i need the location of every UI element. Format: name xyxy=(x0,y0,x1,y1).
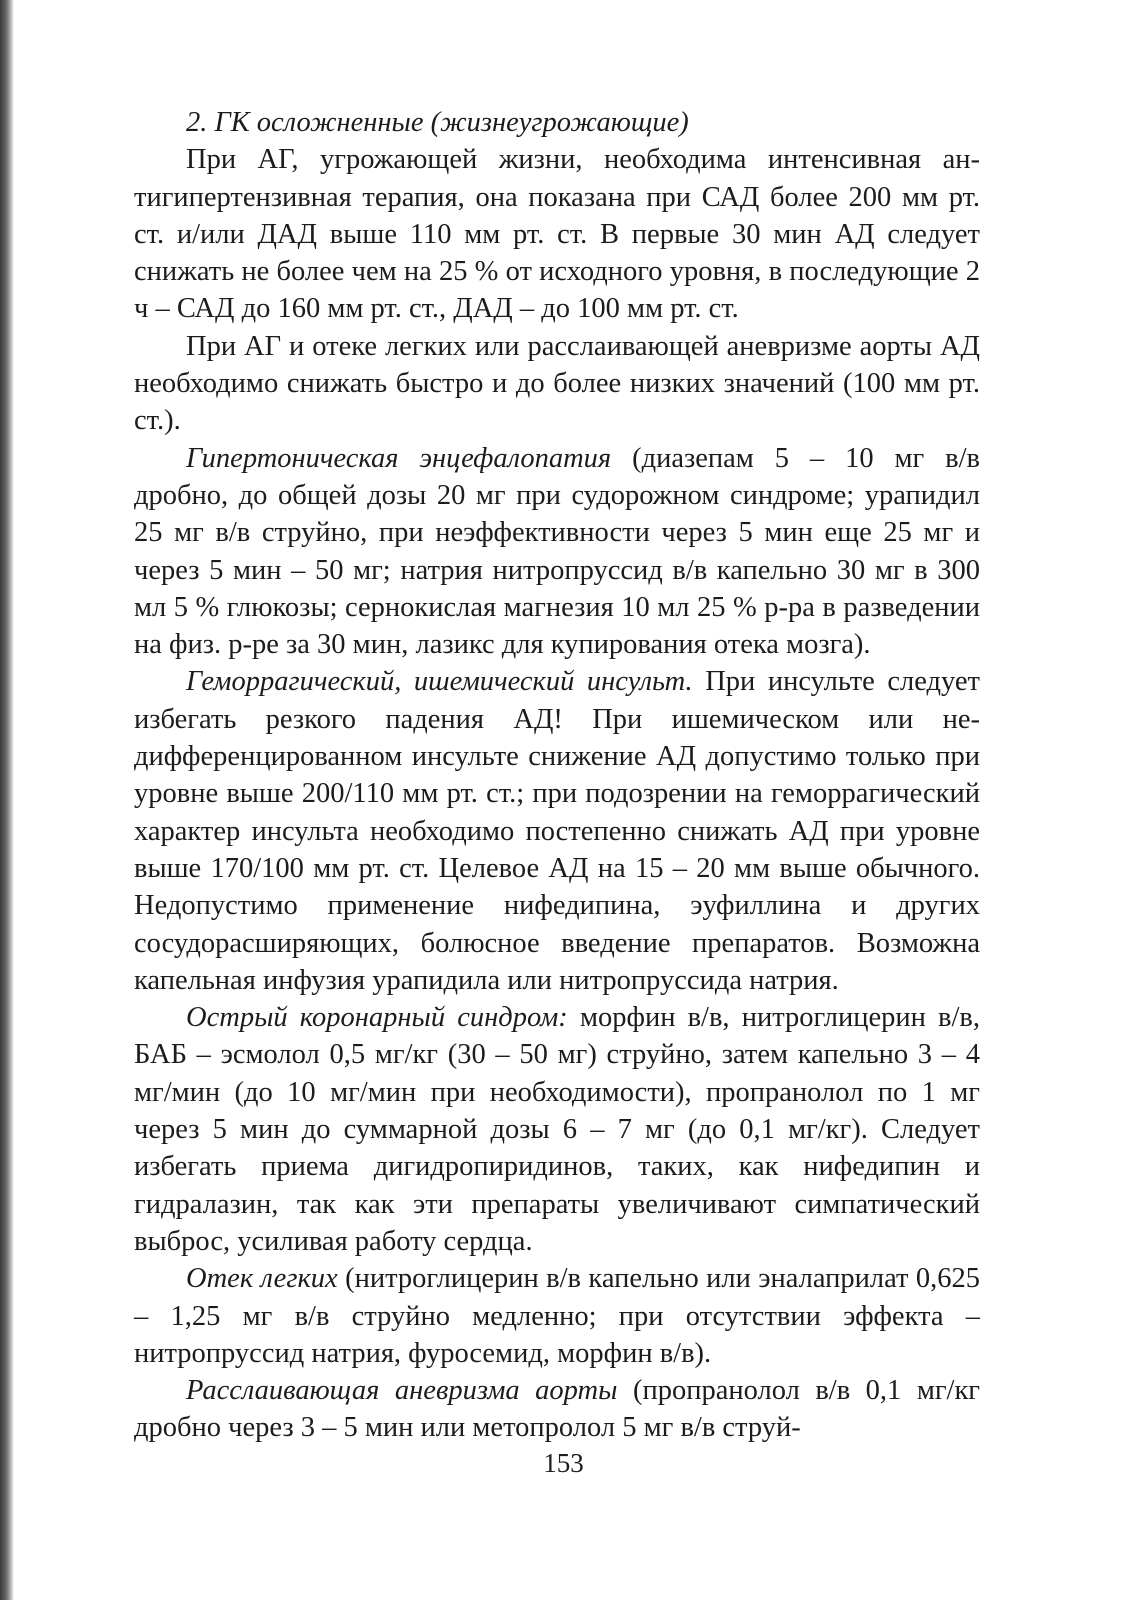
paragraph xyxy=(134,1260,980,1372)
paragraph xyxy=(134,328,980,440)
paragraph-text: При инсульте следует избегать резкого падения АД! При ишемическом или недифференцированном инсульте снижение АД допустимо только при уровне выше 200/110 мм рт. ст.; при подозрении на геморрагический характер инсульта необходимо постепенно снижать АД при уровне выше 170/100 мм рт. ст. Целевое АД на 15 – 20 мм выше обычного. Недопустимо применение нифедипина, эуфиллина и других сосудорасширяющих, болюсное введение препаратов. Возможна капельная инфузия урапидила или нитропруссида натрия. xyxy=(134,666,980,996)
paragraph-term: Отек легких xyxy=(186,1263,338,1295)
paragraph-term: Гипертоническая энцефалопатия xyxy=(186,442,612,474)
paragraph xyxy=(134,1372,980,1447)
paragraph-text: (диазепам 5 – 10 мг в/в дробно, до общей дозы 20 мг при судорожном синдроме; урапидил 25 мг в/в струйно, при неэффективности через 5 мин еще 25 мг и через 5 мин – 50 мг; натрия нитропруссид в/в капельно 30 мг в 300 мл 5 % глюкозы; сернокислая магнезия 10 мл 25 % р-ра в разведении на физ. р-ре за 30 мин, лазикс для купирования отека мозга). xyxy=(134,442,980,661)
page-number: 153 xyxy=(543,1448,584,1478)
paragraph xyxy=(134,663,980,999)
book-spine-shadow xyxy=(0,0,14,1600)
section-heading: 2. ГК осложненные (жизнеугрожающие) xyxy=(186,107,689,138)
paragraph-text: (нитроглицерин в/в капельно или эналаприлат 0,625 – 1,25 мг в/в струйно медленно; при отсутствии эффекта – нитропруссид натрия, фуросемид, морфин в/в). xyxy=(134,1263,980,1369)
paragraph xyxy=(134,999,980,1260)
paragraph-term: Расслаивающая аневризма аорты xyxy=(186,1375,618,1407)
paragraph xyxy=(134,141,980,327)
paragraph-term: Геморрагический, ишемический инсульт. xyxy=(186,666,693,698)
paragraph-text: При АГ и отеке легких или расслаивающей аневризме аорты АД необходимо снижать быстро и до более низких значений (100 мм рт. ст.). xyxy=(134,330,980,437)
paragraph-term: Острый коронарный синдром: xyxy=(186,1002,568,1034)
paragraph-text: При АГ, угрожающей жизни, необходима интенсивная антигипертензивная терапия, она показана при САД более 200 мм рт. ст. и/или ДАД выше 110 мм рт. ст. В первые 30 мин АД следует снижать не более чем на 25 % от исходного уровня, в последующие 2 ч – САД до 160 мм рт. ст., ДАД – до 100 мм рт. ст. xyxy=(134,144,980,325)
paragraph xyxy=(134,440,980,664)
paragraph-text: морфин в/в, нитроглицерин в/в, БАБ – эсмолол 0,5 мг/кг (30 – 50 мг) струйно, затем капельно 3 – 4 мг/мин (до 10 мг/мин при необходимости), пропранолол по 1 мг через 5 мин до суммарной дозы 6 – 7 мг (до 0,1 мг/кг). Следует избегать приема дигидропиридинов, таких, как нифедипин и гидралазин, так как эти препараты увеличивают симпатический выброс, усиливая работу сердца. xyxy=(134,1002,980,1257)
page-text xyxy=(134,104,980,1447)
paragraph-text: (пропранолол в/в 0,1 мг/кг дробно через 3 – 5 мин или метопролол 5 мг в/в струй- xyxy=(134,1375,981,1444)
